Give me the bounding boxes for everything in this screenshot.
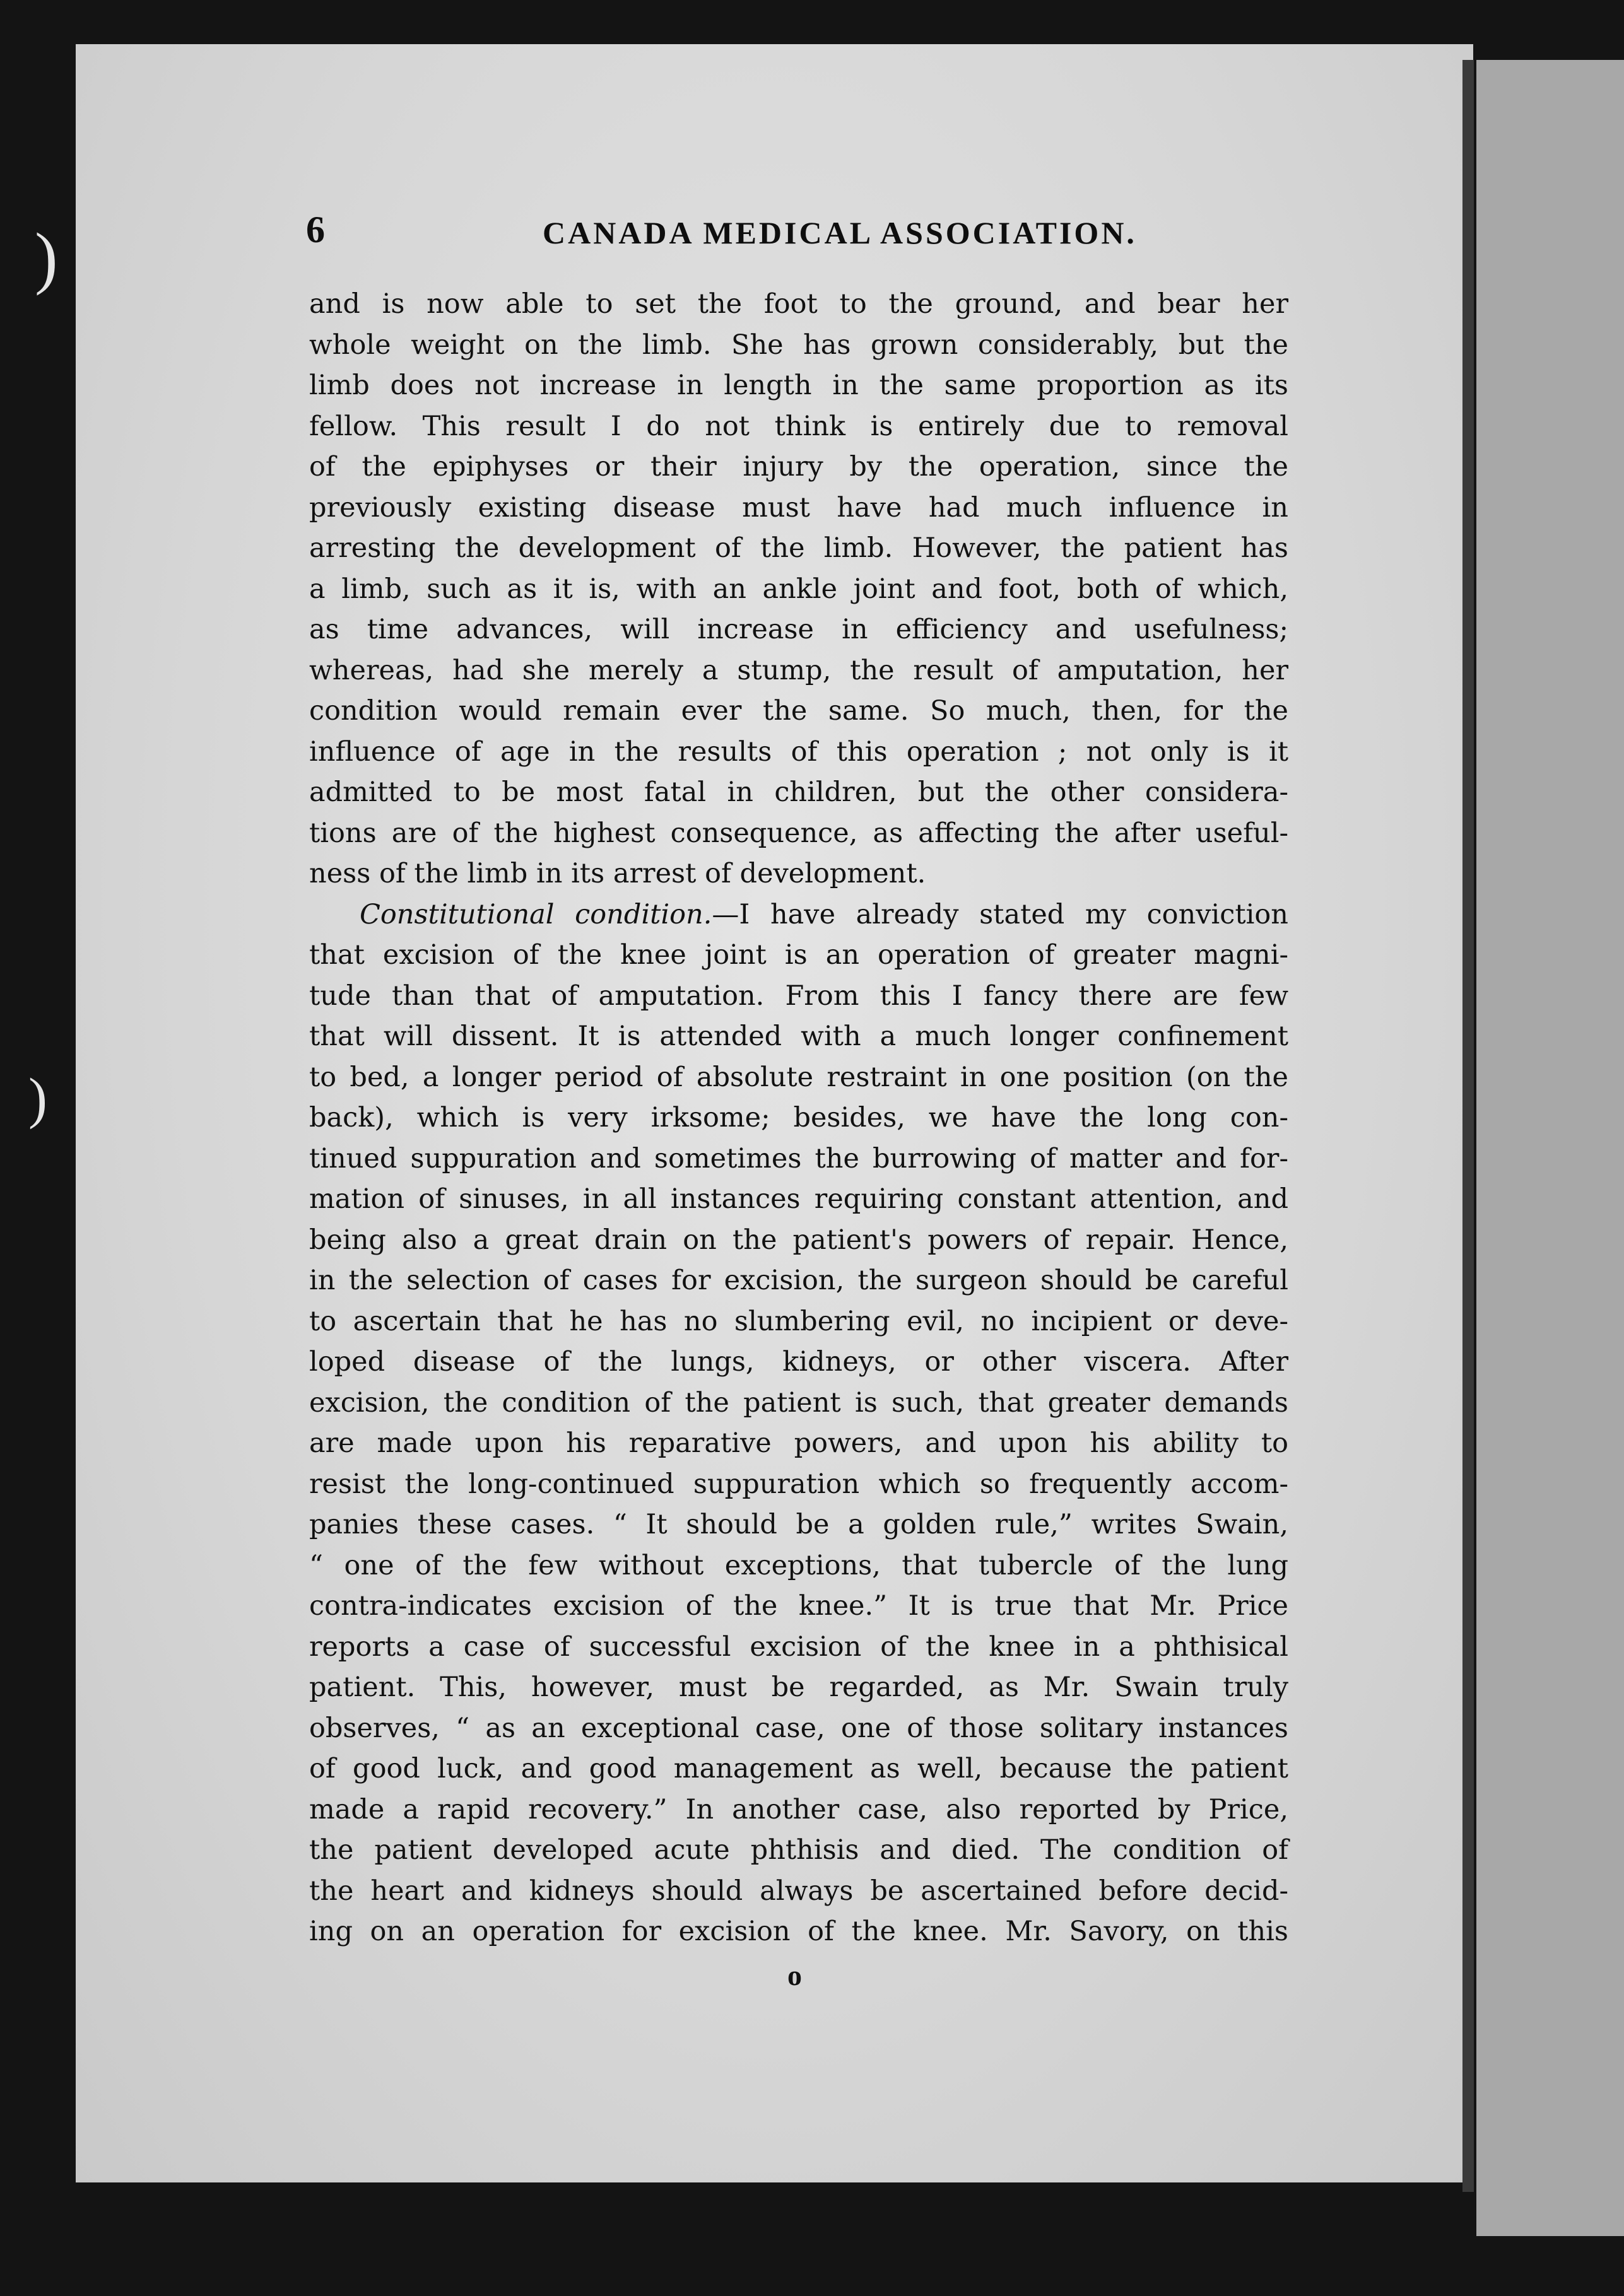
text-line: to ascertain that he has no slumbering evil, no incipient or deve- [309,1305,1288,1337]
text-line: that excision of the knee joint is an operation of greater magni- [309,939,1288,971]
text-line: are made upon his reparative powers, and upon his ability to [309,1427,1288,1459]
binding-spine [1462,60,1474,2192]
margin-mark: ) [28,1067,47,1130]
text-line: to bed, a longer period of absolute restraint in one position (on the [309,1061,1288,1093]
text-line: made a rapid recovery.” In another case, also reported by Price, [309,1793,1288,1825]
text-line: observes, “ as an exceptional case, one of those solitary instances [309,1712,1288,1744]
text-line: reports a case of successful excision of the knee in a phthisical [309,1631,1288,1663]
text-line: the patient developed acute phthisis and died. The condition of [309,1834,1288,1866]
text-line: arresting the development of the limb. However, the patient has [309,532,1288,564]
text-line: loped disease of the lungs, kidneys, or other viscera. After [309,1346,1288,1378]
text-line: patient. This, however, must be regarded, as Mr. Swain truly [309,1672,1288,1703]
text-line: contra-indicates excision of the knee.” It is true that Mr. Price [309,1590,1288,1622]
section-heading-inline: Constitutional condition. [360,898,712,930]
running-header [306,208,1290,259]
text-line: of the epiphyses or their injury by the operation, since the [309,451,1288,483]
text-line: whole weight on the limb. She has grown considerably, but the [309,329,1288,361]
text-line: whereas, had she merely a stump, the result of amputation, her [309,654,1288,686]
text-line: panies these cases. “ It should be a golden rule,” writes Swain, [309,1509,1288,1540]
text-line: excision, the condition of the patient is such, that greater demands [309,1386,1288,1419]
text-line: in the selection of cases for excision, the surgeon should be careful [309,1265,1288,1296]
text-run: —I have already stated my conviction [712,898,1289,930]
text-line: resist the long-continued suppuration which so frequently accom- [309,1468,1288,1500]
text-line: as time advances, will increase in efficiency and usefulness; [309,614,1288,645]
text-line: ness of the limb in its arrest of development. [309,858,926,889]
text-line: ing on an operation for excision of the knee. Mr. Savory, on this [309,1916,1288,1947]
text-line: a limb, such as it is, with an ankle joint and foot, both of which, [309,573,1288,605]
text-line: limb does not increase in length in the same proportion as its [309,370,1288,401]
text-line: admitted to be most fatal in children, but the other considera- [309,776,1288,808]
text-line: mation of sinuses, in all instances requiring constant attention, and [309,1183,1288,1215]
text-line: and is now able to set the foot to the ground, and bear her [309,288,1288,320]
text-line: that will dissent. It is attended with a much longer confinement [309,1021,1288,1052]
signature-mark: o [787,1959,802,1991]
text-line: condition would remain ever the same. So much, then, for the [309,695,1288,727]
page-number: 6 [306,209,325,250]
running-title: CANADA MEDICAL ASSOCIATION. [543,215,1137,250]
body-text [309,284,1288,1952]
text-line: back), which is very irksome; besides, we have the long con- [309,1102,1288,1133]
text-line: being also a great drain on the patient's powers of repair. Hence, [309,1224,1288,1256]
text-line: the heart and kidneys should always be ascertained before decid- [309,1875,1288,1907]
text-line: tude than that of amputation. From this I fancy there are few [309,980,1288,1012]
text-line: fellow. This result I do not think is entirely due to removal [309,410,1288,442]
text-line: influence of age in the results of this operation ; not only is it [309,735,1288,768]
adjacent-page-edge [1476,60,1624,2236]
margin-mark: ) [35,219,58,296]
text-line: previously existing disease must have had much influence in [309,491,1288,524]
text-line: tinued suppuration and sometimes the burrowing of matter and for- [309,1142,1288,1174]
text-line: tions are of the highest consequence, as affecting the after useful- [309,817,1288,849]
paragraph-start-line [309,894,1288,935]
text-line: “ one of the few without exceptions, that tubercle of the lung [309,1549,1288,1581]
text-line: of good luck, and good management as well, because the patient [309,1753,1288,1784]
